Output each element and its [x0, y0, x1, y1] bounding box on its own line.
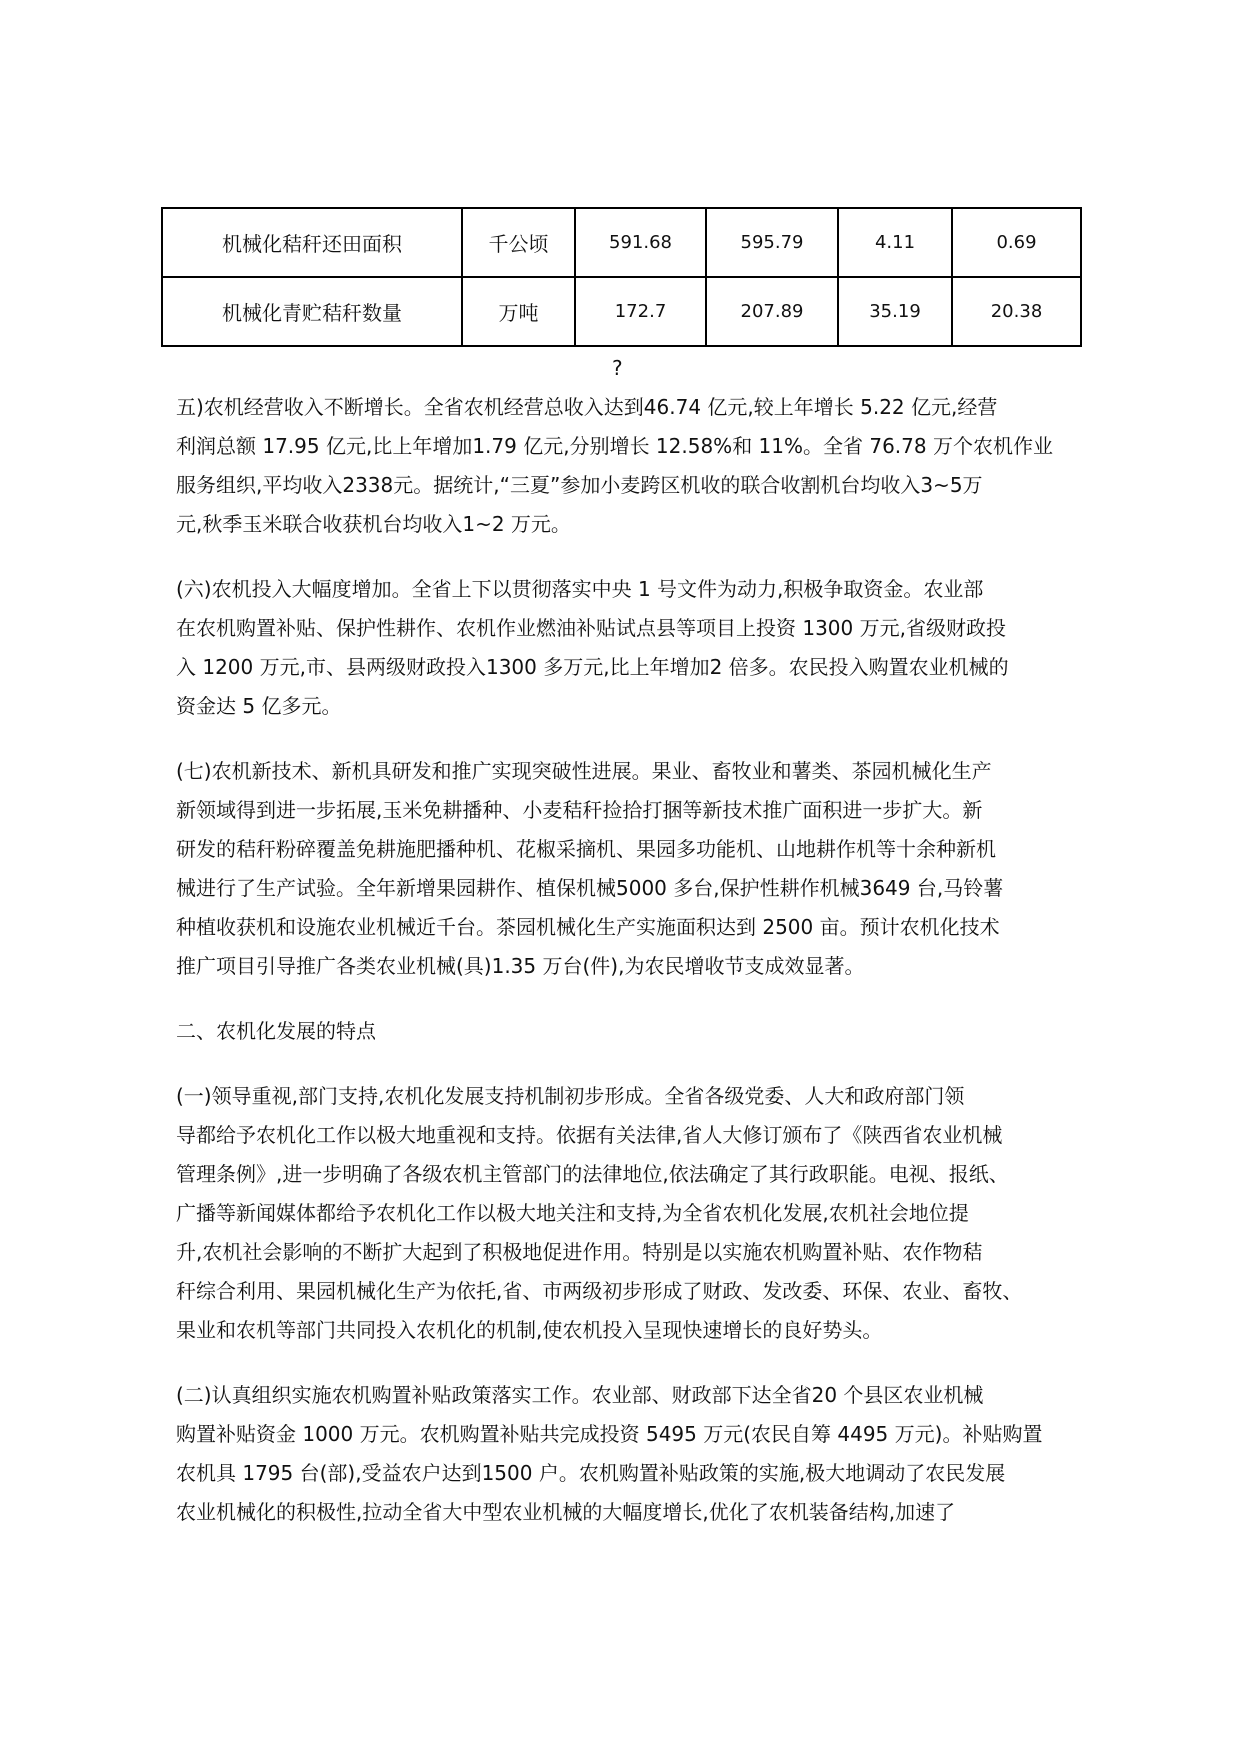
paragraph — [176, 1077, 1096, 1350]
text-line: (六)农机投入大幅度增加。全省上下以贯彻落实中央 1 号文件为动力,积极争取资金。农业部 — [176, 577, 984, 601]
text-line: 农机具 1795 台(部),受益农户达到1500 户。农机购置补贴政策的实施,极大地调动了农民发展 — [176, 1461, 1006, 1485]
table-cell: 0.69 — [952, 208, 1081, 277]
paragraph — [176, 570, 1096, 726]
text-line: 农业机械化的积极性,拉动全省大中型农业机械的大幅度增长,优化了农机装备结构,加速了 — [176, 1500, 956, 1524]
section-heading: 二、农机化发展的特点 — [176, 1019, 376, 1043]
text-line: 升,农机社会影响的不断扩大起到了积极地促进作用。特别是以实施农机购置补贴、农作物秸 — [176, 1240, 983, 1264]
text-line: 在农机购置补贴、保护性耕作、农机作业燃油补贴试点县等项目上投资 1300 万元,省级财政投 — [176, 616, 1006, 640]
statistics-table — [161, 207, 1082, 347]
text-line: (一)领导重视,部门支持,农机化发展支持机制初步形成。全省各级党委、人大和政府部门领 — [176, 1084, 965, 1108]
table-cell: 千公顷 — [462, 208, 575, 277]
paragraph — [176, 388, 1096, 544]
table-cell: 机械化秸秆还田面积 — [162, 208, 462, 277]
table-cell: 172.7 — [575, 277, 706, 346]
table-cell: 35.19 — [838, 277, 952, 346]
text-line: 广播等新闻媒体都给予农机化工作以极大地关注和支持,为全省农机化发展,农机社会地位提 — [176, 1201, 969, 1225]
table-cell: 595.79 — [706, 208, 838, 277]
text-line: 新领域得到进一步拓展,玉米免耕播种、小麦秸秆捡拾打捆等新技术推广面积进一步扩大。新 — [176, 798, 983, 822]
table-cell: 4.11 — [838, 208, 952, 277]
text-line: (二)认真组织实施农机购置补贴政策落实工作。农业部、财政部下达全省20 个县区农业机械 — [176, 1383, 984, 1407]
table-cell: 机械化青贮秸秆数量 — [162, 277, 462, 346]
table-cell: 20.38 — [952, 277, 1081, 346]
table-row — [162, 277, 1081, 346]
text-line: 械进行了生产试验。全年新增果园耕作、植保机械5000 多台,保护性耕作机械3649 台,马铃薯 — [176, 876, 1004, 900]
text-line: (七)农机新技术、新机具研发和推广实现突破性进展。果业、畜牧业和薯类、茶园机械化生产 — [176, 759, 992, 783]
text-line: 研发的秸秆粉碎覆盖免耕施肥播种机、花椒采摘机、果园多功能机、山地耕作机等十余种新机 — [176, 837, 996, 861]
text-line: 管理条例》,进一步明确了各级农机主管部门的法律地位,依法确定了其行政职能。电视、报纸、 — [176, 1162, 1009, 1186]
table-cell: 591.68 — [575, 208, 706, 277]
table-cell: 万吨 — [462, 277, 575, 346]
text-line: 秆综合利用、果园机械化生产为依托,省、市两级初步形成了财政、发改委、环保、农业、畜牧、 — [176, 1279, 1023, 1303]
text-line: 元,秋季玉米联合收获机台均收入1~2 万元。 — [176, 512, 571, 536]
text-line: 资金达 5 亿多元。 — [176, 694, 342, 718]
paragraph — [176, 1376, 1096, 1532]
body-text-upper — [176, 388, 1096, 1558]
text-line: 五)农机经营收入不断增长。全省农机经营总收入达到46.74 亿元,较上年增长 5.22 亿元,经营 — [176, 395, 998, 419]
text-line: 种植收获机和设施农业机械近千台。茶园机械化生产实施面积达到 2500 亩。预计农机化技术 — [176, 915, 1000, 939]
text-line: 服务组织,平均收入2338元。据统计,“三夏”参加小麦跨区机收的联合收割机台均收入3~5万 — [176, 473, 983, 497]
table-row — [162, 208, 1081, 277]
text-line: 果业和农机等部门共同投入农机化的机制,使农机投入呈现快速增长的良好势头。 — [176, 1318, 883, 1342]
text-line: 购置补贴资金 1000 万元。农机购置补贴共完成投资 5495 万元(农民自筹 4495 万元)。补贴购置 — [176, 1422, 1043, 1446]
table-cell: 207.89 — [706, 277, 838, 346]
text-line: 入 1200 万元,市、县两级财政投入1300 多万元,比上年增加2 倍多。农民投入购置农业机械的 — [176, 655, 1009, 679]
text-line: 导都给予农机化工作以极大地重视和支持。依据有关法律,省人大修订颁布了《陕西省农业机械 — [176, 1123, 1003, 1147]
text-line: 利润总额 17.95 亿元,比上年增加1.79 亿元,分别增长 12.58%和 11%。全省 76.78 万个农机作业 — [176, 434, 1053, 458]
paragraph — [176, 752, 1096, 986]
question-mark-glyph: ? — [612, 356, 623, 380]
text-line: 推广项目引导推广各类农业机械(具)1.35 万台(件),为农民增收节支成效显著。 — [176, 954, 865, 978]
